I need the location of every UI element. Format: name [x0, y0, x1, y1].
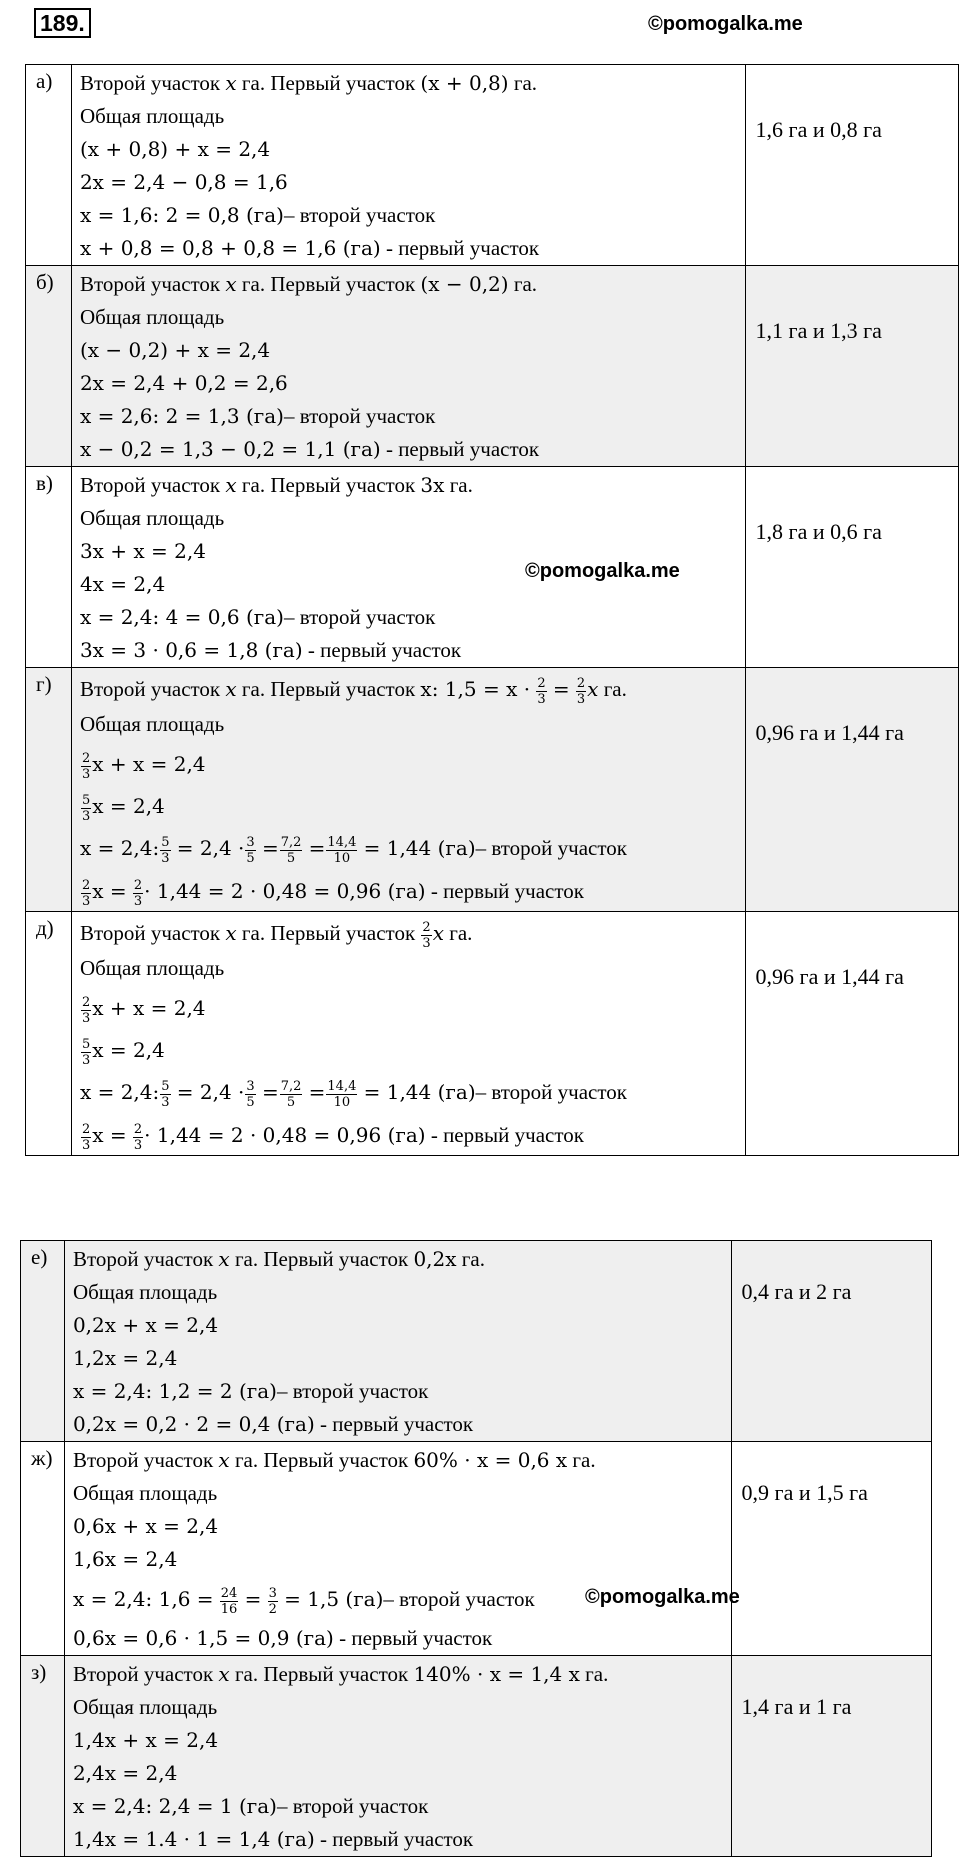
equation-line: 2,4x = 2,4 — [72, 1761, 178, 1785]
row-solution — [71, 668, 745, 912]
second-plot-line: x = 2,4: 4 = 0,6 (га)– второй участок — [79, 605, 436, 629]
given-line: Второй участок x га. Первый участок (x + 0,8) га. — [79, 71, 538, 95]
second-plot-line: x = 2,4: 1,6 = $\frac{24}{16}$ = $\frac{3}{2}$ = 1,5 (га)– второй участок — [72, 1585, 535, 1617]
given-line: Второй участок x га. Первый участок x: 1,5 = x · $\frac{2}{3}$ = $\frac{2}{3}$ x га. — [79, 675, 627, 707]
center-watermark: ©pomogalka.me — [525, 560, 680, 582]
row-label: в) — [26, 467, 72, 668]
row-label: г) — [26, 668, 72, 912]
total-area-label: Общая площадь — [79, 712, 225, 736]
row-v — [26, 467, 959, 668]
equation-line: 1,4x + x = 2,4 — [72, 1728, 219, 1752]
row-answer: 0,4 га и 2 га — [731, 1241, 931, 1442]
equation-line: (x + 0,8) + x = 2,4 — [79, 137, 271, 161]
fraction: $\frac{14,4}{10}$ — [327, 834, 357, 866]
equation-line: 1,2x = 2,4 — [72, 1346, 178, 1370]
given-line: Второй участок x га. Первый участок $\frac{2}{3}$ x га. — [79, 919, 473, 951]
solution-table-1 — [25, 64, 959, 1156]
row-label: б) — [26, 266, 72, 467]
first-plot-line: 0,2x = 0,2 · 2 = 0,4 (га) - первый участок — [72, 1412, 474, 1436]
row-g — [26, 668, 959, 912]
equation-line: 2x = 2,4 + 0,2 = 2,6 — [79, 371, 288, 395]
first-plot-line: 1,4x = 1.4 · 1 = 1,4 (га) - первый участок — [72, 1827, 474, 1851]
fraction: $\frac{5}{3}$ — [81, 792, 91, 824]
total-area-label: Общая площадь — [79, 104, 225, 128]
row-answer: 0,9 га и 1,5 га — [731, 1442, 931, 1656]
row-label: а) — [26, 65, 72, 266]
row-a — [26, 65, 959, 266]
row-solution — [71, 266, 745, 467]
row-z — [21, 1656, 932, 1857]
fraction: $\frac{2}{3}$ — [133, 877, 143, 909]
row-label: е) — [21, 1241, 65, 1442]
fraction: $\frac{7,2}{5}$ — [280, 834, 302, 866]
row-answer: 1,1 га и 1,3 га — [745, 266, 958, 467]
row-solution — [64, 1442, 731, 1656]
row-solution — [64, 1656, 731, 1857]
fraction: $\frac{2}{3}$ — [81, 994, 91, 1026]
row-zh — [21, 1442, 932, 1656]
row-solution — [71, 912, 745, 1156]
given-line: Второй участок x га. Первый участок 140% · x = 1,4 x га. — [72, 1662, 609, 1686]
row-b — [26, 266, 959, 467]
fraction: $\frac{5}{3}$ — [161, 834, 170, 866]
fraction: $\frac{2}{3}$ — [81, 750, 91, 782]
fraction: $\frac{2}{3}$ — [537, 675, 546, 707]
equation-line: 0,6x + x = 2,4 — [72, 1514, 219, 1538]
given-line: Второй участок x га. Первый участок 3x га. — [79, 473, 473, 497]
equation-line: 0,2x + x = 2,4 — [72, 1313, 219, 1337]
total-area-label: Общая площадь — [72, 1280, 218, 1304]
header-watermark: ©pomogalka.me — [648, 13, 803, 35]
row-watermark: ©pomogalka.me — [585, 1586, 740, 1608]
row-e — [21, 1241, 932, 1442]
fraction: $\frac{14,4}{10}$ — [327, 1078, 357, 1110]
fraction: $\frac{5}{3}$ — [161, 1078, 170, 1110]
equation-line: $\frac{5}{3}$ x = 2,4 — [81, 1036, 165, 1068]
fraction: $\frac{5}{3}$ — [81, 1036, 91, 1068]
equation-line: $\frac{5}{3}$ x = 2,4 — [81, 792, 165, 824]
fraction: $\frac{3}{5}$ — [246, 1078, 255, 1110]
row-answer: 0,96 га и 1,44 га — [745, 912, 958, 1156]
row-solution — [64, 1241, 731, 1442]
fraction: $\frac{24}{16}$ — [220, 1585, 238, 1617]
problem-number: 189. — [34, 8, 91, 38]
equation-line: 2x = 2,4 − 0,8 = 1,6 — [79, 170, 288, 194]
equation-line: $\frac{2}{3}$ x + x = 2,4 — [81, 994, 206, 1026]
second-plot-line: x = 2,6: 2 = 1,3 (га)– второй участок — [79, 404, 436, 428]
given-line: Второй участок x га. Первый участок 0,2x га. — [72, 1247, 485, 1271]
given-line: Второй участок x га. Первый участок 60% · x = 0,6 x га. — [72, 1448, 596, 1472]
row-label: з) — [21, 1656, 65, 1857]
fraction: $\frac{7,2}{5}$ — [280, 1078, 302, 1110]
row-answer: 1,6 га и 0,8 га — [745, 65, 958, 266]
first-plot-line: x − 0,2 = 1,3 − 0,2 = 1,1 (га) - первый участок — [79, 437, 540, 461]
row-d — [26, 912, 959, 1156]
equation-line: 3x + x = 2,4 — [79, 539, 206, 563]
equation-line: (x − 0,2) + x = 2,4 — [79, 338, 271, 362]
fraction: $\frac{2}{3}$ — [576, 675, 586, 707]
total-area-label: Общая площадь — [72, 1481, 218, 1505]
total-area-label: Общая площадь — [79, 305, 225, 329]
row-label: д) — [26, 912, 72, 1156]
fraction: $\frac{2}{3}$ — [81, 877, 91, 909]
equation-line: 1,6x = 2,4 — [72, 1547, 178, 1571]
equation-line: $\frac{2}{3}$ x + x = 2,4 — [81, 750, 206, 782]
row-answer: 1,4 га и 1 га — [731, 1656, 931, 1857]
solution-table-2 — [20, 1240, 932, 1857]
first-plot-line: 0,6x = 0,6 · 1,5 = 0,9 (га) - первый участок — [72, 1626, 493, 1650]
equation-line: 4x = 2,4 — [79, 572, 166, 596]
fraction: $\frac{2}{3}$ — [422, 919, 431, 951]
first-plot-line: $\frac{2}{3}$ x = $\frac{2}{3}$ · 1,44 = 2 · 0,48 = 0,96 (га) - первый участок — [81, 1121, 584, 1153]
total-area-label: Общая площадь — [79, 956, 225, 980]
second-plot-line: x = 2,4: $\frac{5}{3}$ = 2,4 · $\frac{3}{5}$ = $\frac{7,2}{5}$ = $\frac{14,4}{10}$ = 1,44 (га)– второй участок — [79, 1078, 627, 1110]
fraction: $\frac{3}{5}$ — [246, 834, 255, 866]
first-plot-line: x + 0,8 = 0,8 + 0,8 = 1,6 (га) - первый участок — [79, 236, 540, 260]
second-plot-line: x = 2,4: $\frac{5}{3}$ = 2,4 · $\frac{3}{5}$ = $\frac{7,2}{5}$ = $\frac{14,4}{10}$ = 1,44 (га)– второй участок — [79, 834, 627, 866]
second-plot-line: x = 1,6: 2 = 0,8 (га)– второй участок — [79, 203, 436, 227]
fraction: $\frac{3}{2}$ — [268, 1585, 277, 1617]
row-answer: 0,96 га и 1,44 га — [745, 668, 958, 912]
row-label: ж) — [21, 1442, 65, 1656]
fraction: $\frac{2}{3}$ — [133, 1121, 143, 1153]
first-plot-line: 3x = 3 · 0,6 = 1,8 (га) - первый участок — [79, 638, 462, 662]
row-solution — [71, 65, 745, 266]
total-area-label: Общая площадь — [79, 506, 225, 530]
row-answer: 1,8 га и 0,6 га — [745, 467, 958, 668]
total-area-label: Общая площадь — [72, 1695, 218, 1719]
second-plot-line: x = 2,4: 1,2 = 2 (га)– второй участок — [72, 1379, 429, 1403]
second-plot-line: x = 2,4: 2,4 = 1 (га)– второй участок — [72, 1794, 429, 1818]
fraction: $\frac{2}{3}$ — [81, 1121, 91, 1153]
first-plot-line: $\frac{2}{3}$ x = $\frac{2}{3}$ · 1,44 = 2 · 0,48 = 0,96 (га) - первый участок — [81, 877, 584, 909]
given-line: Второй участок x га. Первый участок (x − 0,2) га. — [79, 272, 538, 296]
